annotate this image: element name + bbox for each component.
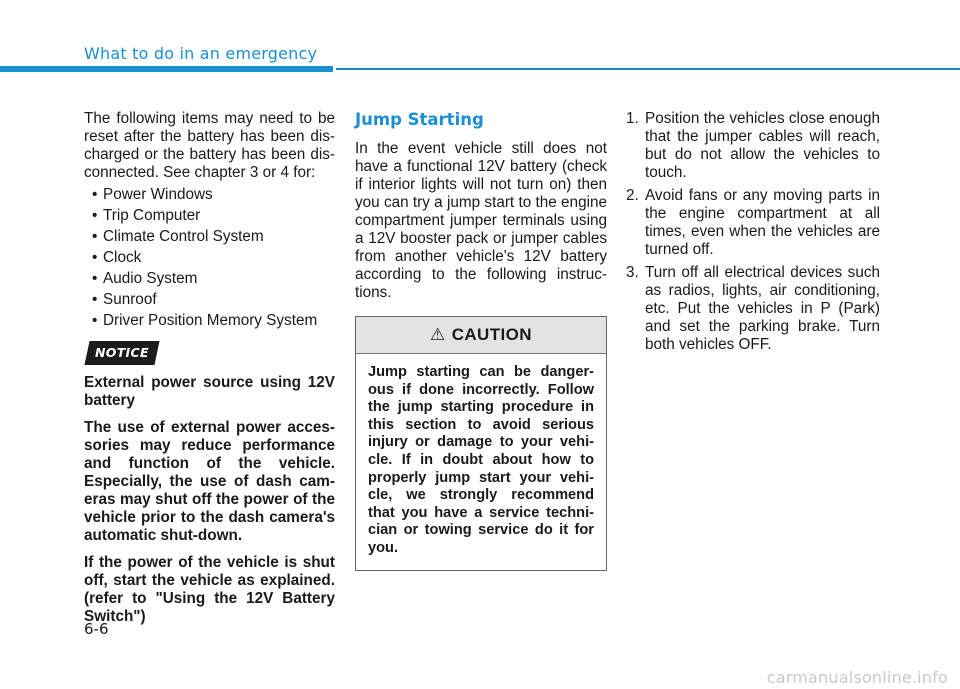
- notice-badge: NOTICE: [84, 341, 159, 365]
- jump-start-steps: [626, 110, 880, 354]
- list-item: • Driver Position Memory System: [92, 312, 318, 329]
- notice-block: [84, 374, 335, 626]
- page-number: 6-6: [84, 620, 109, 638]
- notice-paragraph: The use of external power acces-sories may reduce performance and function of the vehicle. Especially, the use of dash cam-eras may shut off the power of the vehicle prior to the dash camera's automatic shut-down.: [84, 419, 335, 544]
- section-title: What to do in an emergency: [84, 44, 318, 63]
- caution-text: Jump starting can be danger-ous if done incorrectly. Follow the jump starting procedure in this section to avoid serious injury or damage to your vehi-cle. If in doubt about how to properly jump start your vehi-cle, we strongly recommend that you have a service techni-cian or towing service do it for you.: [368, 364, 594, 556]
- caution-header: [356, 317, 606, 354]
- list-item: • Trip Computer: [92, 207, 201, 224]
- intro-paragraph: The following items may need to be reset after the battery has been dis-charged or the battery has been dis-connected. See chapter 3 or 4 for:: [84, 110, 335, 181]
- bullet-icon: •: [92, 207, 98, 224]
- notice-paragraph: If the power of the vehicle is shut off, start the vehicle as explained. (refer to "Using the 12V Battery Switch"): [84, 554, 335, 625]
- bullet-icon: •: [92, 270, 98, 287]
- left-column: [84, 110, 335, 635]
- bullet-icon: •: [92, 186, 98, 203]
- bullet-icon: •: [92, 228, 98, 245]
- reset-items-list: [84, 186, 335, 330]
- watermark: carmanualsonline.info: [766, 668, 948, 687]
- bullet-icon: •: [92, 249, 98, 266]
- list-item: • Clock: [92, 249, 142, 266]
- list-item: • Climate Control System: [92, 228, 264, 245]
- jump-starting-paragraph: In the event vehicle still does not have a functional 12V battery (check if interior lights will not turn on) then you can try a jump start to the engine compartment jumper terminals using a 12V booster pack or jumper cables from another vehicle's 12V battery according to the following instruc-tions.: [355, 140, 607, 301]
- jump-starting-heading: Jump Starting: [355, 110, 484, 129]
- list-item: 2. Avoid fans or any moving parts in the engine compartment at all times, even when the vehicles are turned off.: [626, 187, 880, 258]
- list-item: • Power Windows: [92, 186, 213, 203]
- list-item: • Sunroof: [92, 291, 157, 308]
- header-rule-thick: [0, 66, 333, 72]
- right-column: [626, 110, 880, 359]
- list-item: • Audio System: [92, 270, 198, 287]
- list-item: 1. Position the vehicles close enough that the jumper cables will reach, but do not allow the vehicles to touch.: [626, 110, 880, 181]
- caution-label: CAUTION: [451, 325, 532, 344]
- middle-column: [355, 110, 607, 571]
- header-rule-thin: [336, 68, 960, 70]
- bullet-icon: •: [92, 312, 98, 329]
- bullet-icon: •: [92, 291, 98, 308]
- list-item: 3. Turn off all electrical devices such as radios, lights, air conditioning, etc. Put the vehicles in P (Park) and set the parking brake. Turn both vehicles OFF.: [626, 264, 880, 353]
- caution-box: [355, 316, 607, 571]
- notice-title: External power source using 12V battery: [84, 374, 335, 409]
- warning-triangle-icon: ⚠: [430, 325, 446, 344]
